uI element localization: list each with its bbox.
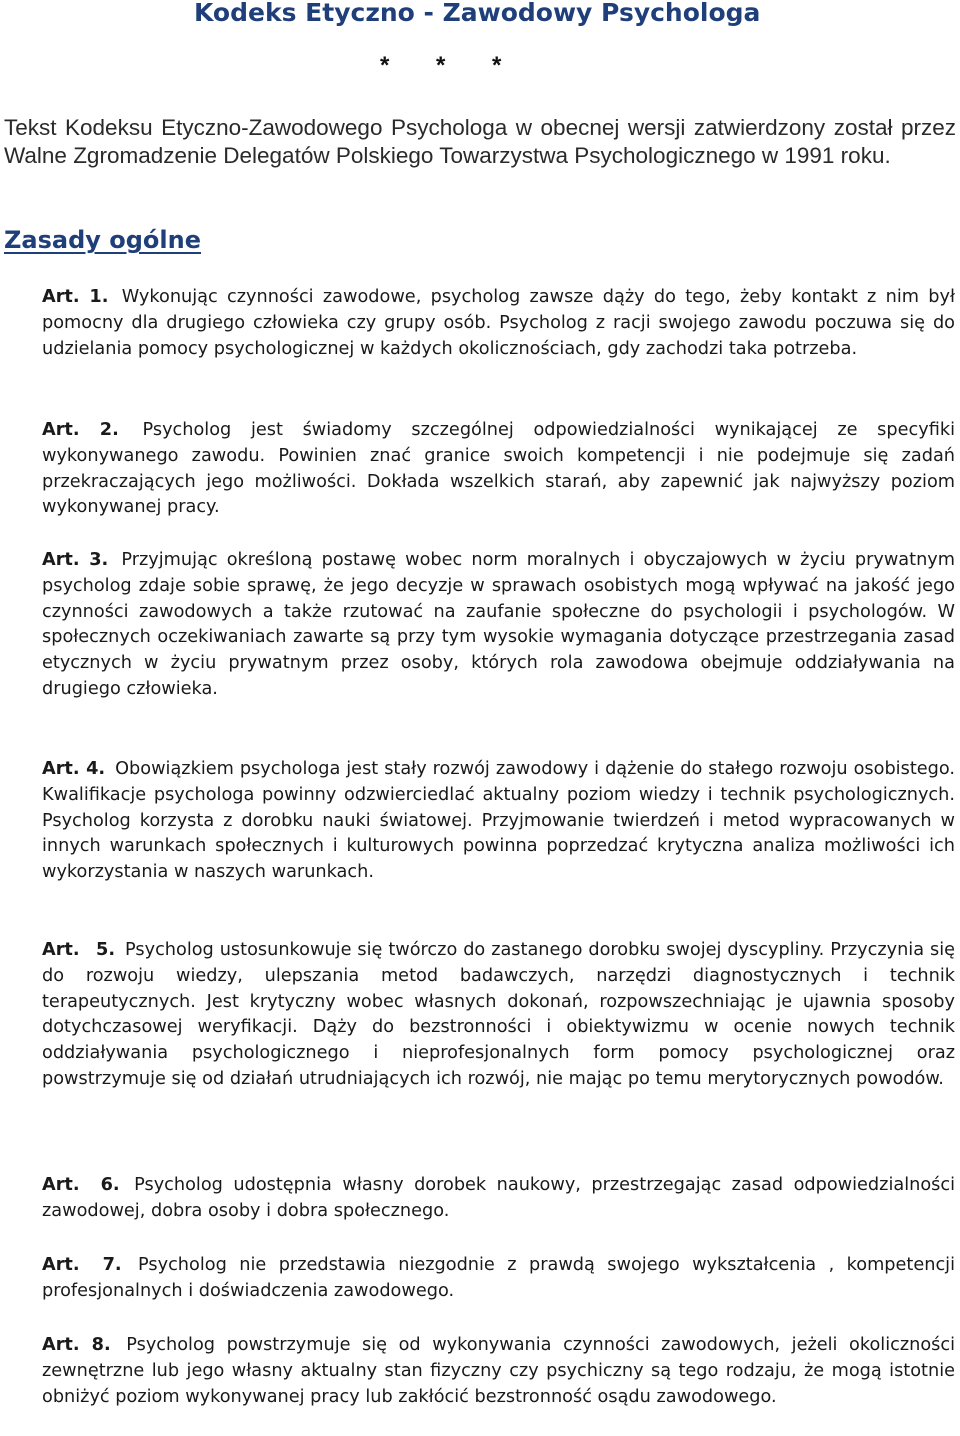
separator-stars: * * * [380, 52, 502, 79]
article-text: Psycholog udostępnia własny dorobek naukowy, przestrzegając zasad odpowiedzialności zawodowej, dobra osoby i dobra społecznego. [42, 1175, 955, 1221]
article-label: Art. 5. [42, 940, 116, 960]
article-4 [42, 757, 955, 886]
article-3 [42, 548, 955, 703]
article-text: Psycholog powstrzymuje się od wykonywania czynności zawodowych, jeżeli okoliczności zewnętrzne lub jego własny aktualny stan fizyczny czy psychiczny są tego rodzaju, że mogą istotnie obniżyć poziom wykonywanej pracy lub zakłócić bezstronność osądu zawodowego. [42, 1335, 956, 1407]
article-label: Art. 6. [42, 1175, 120, 1195]
article-6 [42, 1173, 955, 1225]
article-text: Wykonując czynności zawodowe, psycholog zawsze dąży do tego, żeby kontakt z nim był pomocny dla drugiego człowieka czy grupy osób. Psycholog z racji swojego zawodu poczuwa się do udzielania pomocy psychologicznej w każdych okolicznościach, gdy zachodzi taka potrzeba. [42, 287, 956, 359]
section-heading: Zasady ogólne [4, 226, 202, 254]
article-text: Przyjmując określoną postawę wobec norm moralnych i obyczajowych w życiu prywatnym psycholog zdaje sobie sprawę, że jego decyzje w sprawach osobistych mogą wpływać na jakość jego czynności zawodowych a także rzutować na zaufanie społeczne do psychologii i psychologów. W społecznych oczekiwaniach zawarte są przy tym wysokie wymagania dotyczące przestrzegania zasad etycznych w życiu prywatnym przez osoby, których rola zawodowa obejmuje oddziaływania na drugiego człowieka. [42, 550, 955, 699]
article-5 [42, 938, 955, 1093]
article-text: Obowiązkiem psychologa jest stały rozwój zawodowy i dążenie do stałego rozwoju osobistego. Kwalifikacje psychologa powinny odzwierciedlać aktualny poziom wiedzy i technik psychologicznych. Psycholog korzysta z dorobku nauki światowej. Przyjmowanie twierdzeń i metod wypracowanych w innych warunkach społecznych i kulturowych powinna poprzedzać krytyczna analiza możliwości ich wykorzystania w naszych warunkach. [42, 759, 955, 883]
article-label: Art. 7. [42, 1255, 122, 1275]
article-label: Art. 2. [42, 420, 119, 440]
article-8 [42, 1333, 955, 1410]
document-title: Kodeks Etyczno - Zawodowy Psychologa [194, 0, 761, 27]
article-2 [42, 418, 955, 521]
article-label: Art. 3. [42, 550, 109, 570]
article-7 [42, 1253, 955, 1305]
article-label: Art. 8. [42, 1335, 111, 1355]
article-text: Psycholog nie przedstawia niezgodnie z prawdą swojego wykształcenia , kompetencji profesjonalnych i doświadczenia zawodowego. [42, 1255, 955, 1301]
article-text: Psycholog jest świadomy szczególnej odpowiedzialności wynikającej ze specyfiki wykonywanego zawodu. Powinien znać granice swoich kompetencji i nie podejmuje się zadań przekraczających jego możliwości. Dokłada wszelkich starań, aby zapewnić jak najwyższy poziom wykonywanej pracy. [42, 420, 955, 518]
article-1 [42, 285, 955, 362]
article-label: Art. 1. [42, 287, 109, 307]
article-text: Psycholog ustosunkowuje się twórczo do zastanego dorobku swojej dyscypliny. Przyczynia się do rozwoju wiedzy, ulepszania metod badawczych, narzędzi diagnostycznych i technik terapeutycznych. Jest krytyczny wobec własnych dokonań, rozpowszechniając je ujawnia sposoby dotychczasowej weryfikacji. Dąży do bezstronności i obiektywizmu w ocenie nowych technik oddziaływania psychologicznego i nieprofesjonalnych form pomocy psychologicznej oraz powstrzymuje się od działań utrudniających ich rozwój, nie mając po temu merytorycznych powodów. [42, 940, 955, 1089]
intro-paragraph: Tekst Kodeksu Etyczno-Zawodowego Psychologa w obecnej wersji zatwierdzony został przez Walne Zgromadzenie Delegatów Polskiego Towarzystwa Psychologicznego w 1991 roku. [4, 115, 956, 168]
article-label: Art. 4. [42, 759, 106, 779]
